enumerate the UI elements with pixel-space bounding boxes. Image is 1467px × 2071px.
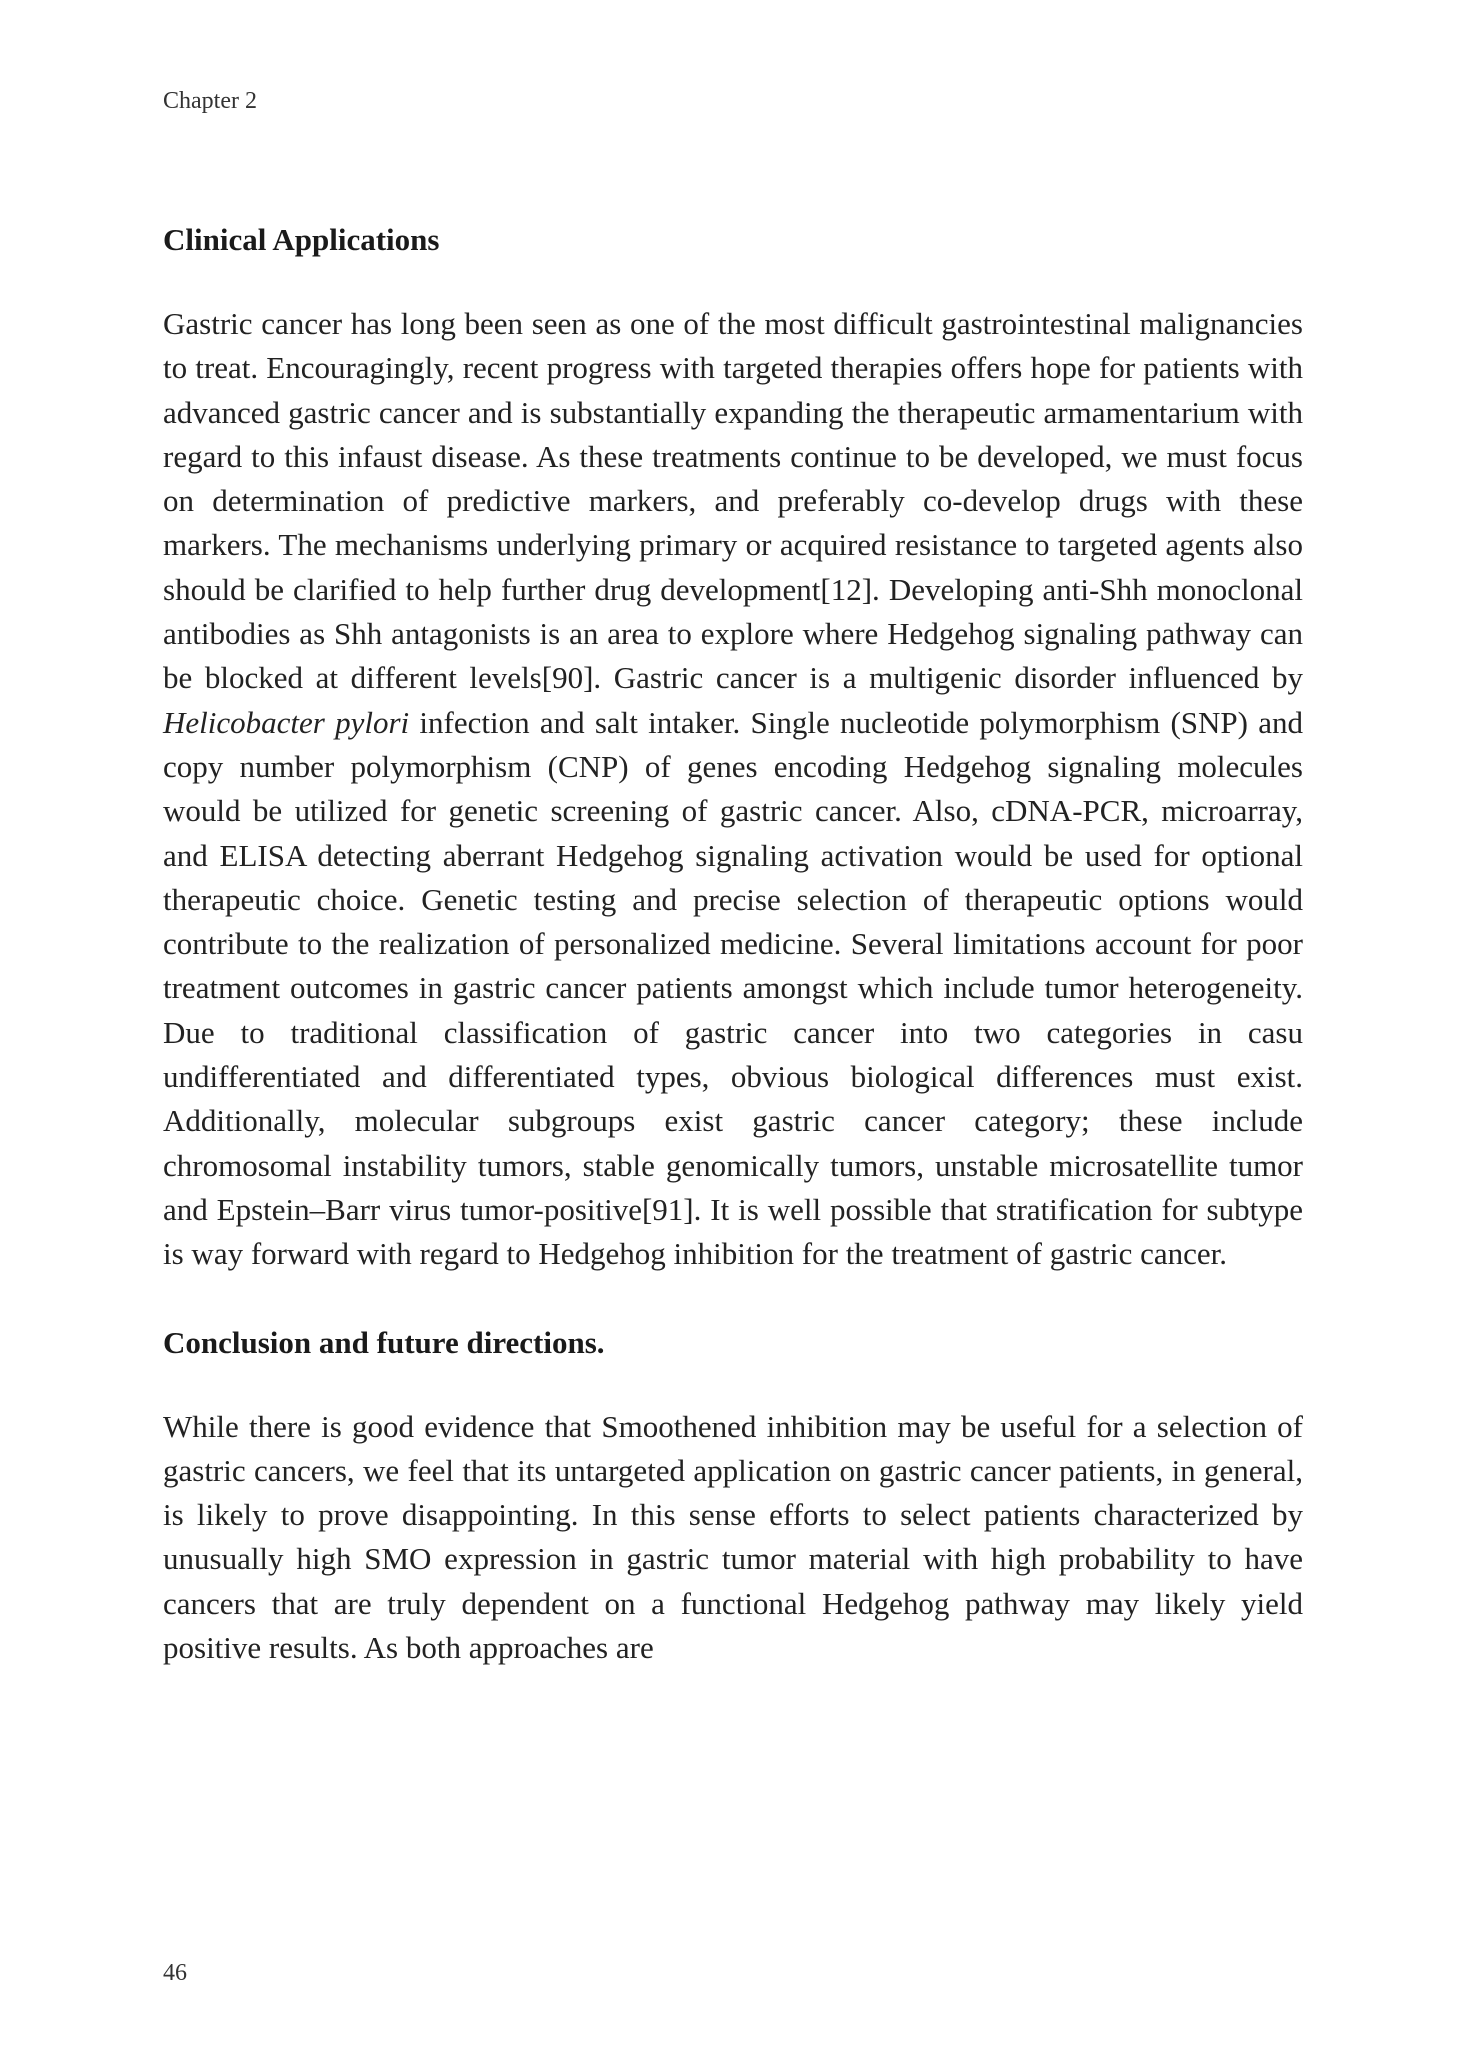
paragraph-clinical-part-b: infection and salt intaker. Single nucleotide polymorphism (SNP) and copy number polymorphism (CNP) of genes encoding Hedgehog signaling molecules would be utilized for genetic screening of gastric cancer. Also, cDNA-PCR, microarray, and ELISA detecting aberrant Hedgehog signaling activation would be used for optional therapeutic choice. Genetic testing and precise selection of therapeutic options would contribute to the realization of personalized medicine. Several limitations account for poor treatment outcomes in gastric cancer patients amongst which include tumor heterogeneity. Due to traditional classification of gastric cancer into two categories in casu undifferentiated and differentiated types, obvious biological differences must exist. Additionally, molecular subgroups exist gastric cancer category; these include chromosomal instability tumors, stable genomically tumors, unstable microsatellite tumor and Epstein–Barr virus tumor-positive[91]. It is well possible that stratification for subtype is way forward with regard to Hedgehog inhibition for the treatment of gastric cancer. [163, 704, 1303, 1272]
paragraph-conclusion: While there is good evidence that Smoothened inhibition may be useful for a selection of gastric cancers, we feel that its untargeted application on gastric cancer patients, in general, is likely to prove disappointing. In this sense efforts to select patients characterized by unusually high SMO expression in gastric tumor material with high probability to have cancers that are truly dependent on a functional Hedgehog pathway may likely yield positive results. As both approaches are [163, 1408, 1303, 1666]
paragraph-clinical-applications [163, 302, 1303, 1277]
species-name-italic: Helicobacter pylori [163, 704, 410, 740]
running-header-chapter: Chapter 2 [163, 88, 257, 114]
heading-clinical-applications: Clinical Applications [163, 222, 440, 257]
heading-conclusion: Conclusion and future directions. [163, 1324, 605, 1360]
page-body [163, 218, 1303, 1670]
page-number: 46 [163, 1960, 187, 1986]
paragraph-clinical-part-a: Gastric cancer has long been seen as one of the most difficult gastrointestinal malignancies to treat. Encouragingly, recent progress with targeted therapies offers hope for patients with advanced gastric cancer and is substantially expanding the therapeutic armamentarium with regard to this infaust disease. As these treatments continue to be developed, we must focus on determination of predictive markers, and preferably co-develop drugs with these markers. The mechanisms underlying primary or acquired resistance to targeted agents also should be clarified to help further drug development[12]. Developing anti-Shh monoclonal antibodies as Shh antagonists is an area to explore where Hedgehog signaling pathway can be blocked at different levels[90]. Gastric cancer is a multigenic disorder influenced by [163, 306, 1303, 696]
